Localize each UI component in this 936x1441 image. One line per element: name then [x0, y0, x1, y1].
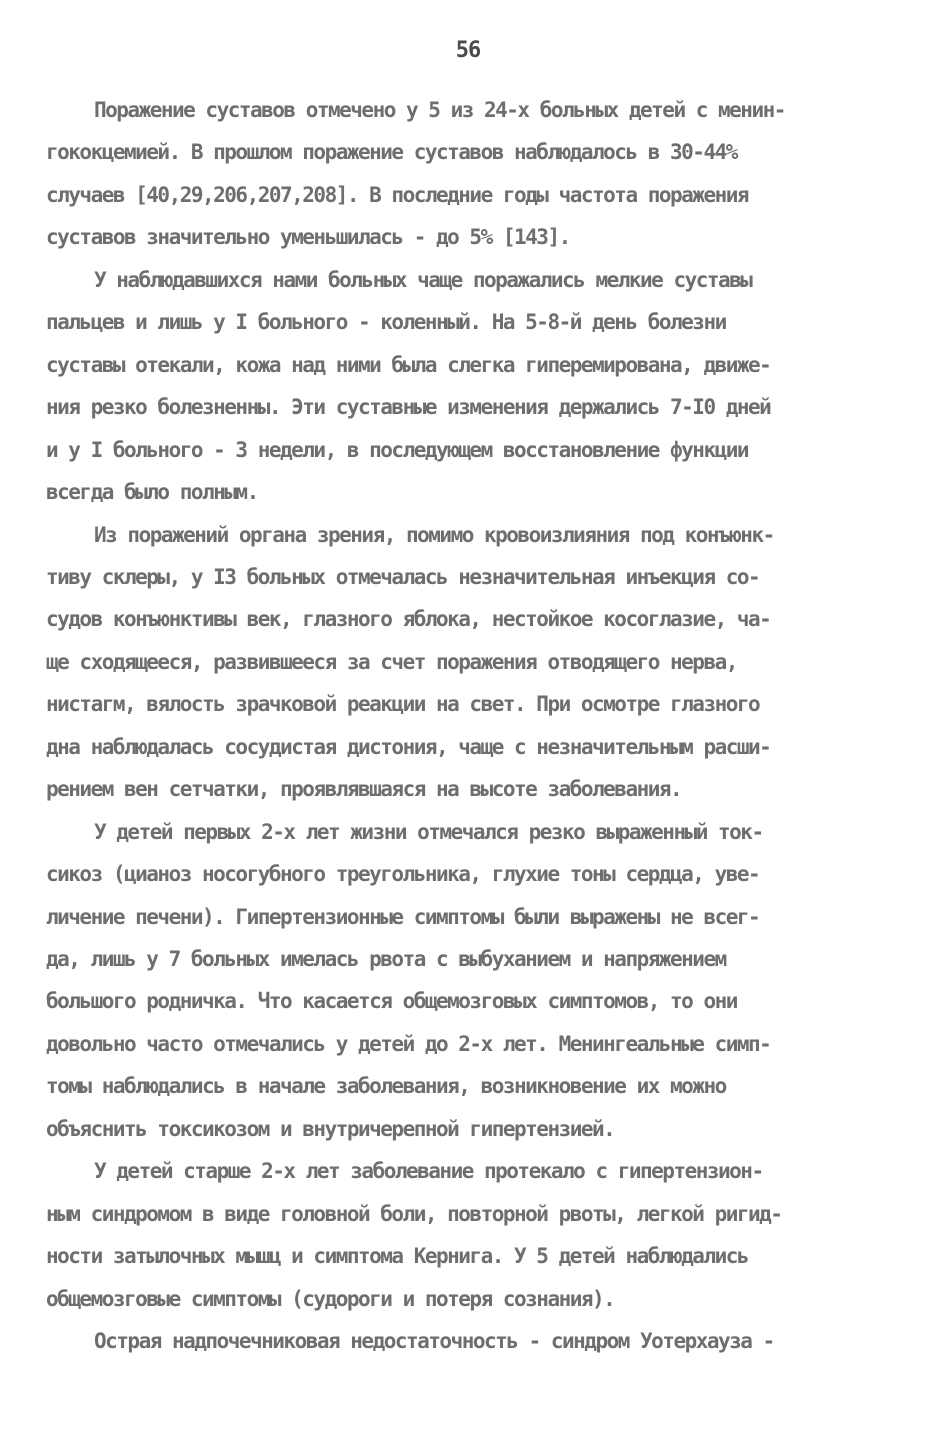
text-line: рением вен сетчатки, проявлявшаяся на высоте заболевания.	[46, 777, 682, 802]
paragraph-first-line: Острая надпочечниковая недостаточность - синдром Уотерхауза -	[94, 1329, 774, 1354]
paragraph-first-line: У детей первых 2-х лет жизни отмечался резко выраженный ток-	[94, 819, 763, 844]
text-line: суставов значительно уменьшилась - до 5% [143].	[46, 225, 570, 250]
text-line: дна наблюдалась сосудистая дистония, чаще с незначительным расши-	[46, 734, 771, 759]
text-line: томы наблюдались в начале заболевания, возникновение их можно	[46, 1074, 726, 1099]
text-line: ния резко болезненны. Эти суставные изменения держались 7-I0 дней	[46, 395, 771, 420]
text-line: тиву склеры, у I3 больных отмечалась незначительная инъекция со-	[46, 564, 760, 589]
text-line: ным синдромом в виде головной боли, повторной рвоты, легкой ригид-	[46, 1201, 782, 1226]
text-line: ще сходящееся, развившееся за счет поражения отводящего нерва,	[46, 649, 737, 674]
text-line: общемозговые симптомы (судороги и потеря сознания).	[46, 1286, 615, 1311]
text-line: ности затылочных мышц и симптома Кернига. У 5 детей наблюдались	[46, 1244, 749, 1269]
text-line: пальцев и лишь у I больного - коленный. На 5-8-й день болезни	[46, 310, 726, 335]
text-line: и у I больного - 3 недели, в последующем восстановление функции	[46, 437, 749, 462]
text-line: объяснить токсикозом и внутричерепной гипертензией.	[46, 1116, 615, 1141]
text-line: суставы отекали, кожа над ними была слегка гиперемирована, движе-	[46, 352, 771, 377]
text-line: случаев [40,29,206,207,208]. В последние годы частота поражения	[46, 182, 749, 207]
text-line: нистагм, вялость зрачковой реакции на свет. При осмотре глазного	[46, 692, 760, 717]
text-line: большого родничка. Что касается общемозговых симптомов, то они	[46, 989, 737, 1014]
paragraph-first-line: Поражение суставов отмечено у 5 из 24-х больных детей с менин-	[94, 98, 785, 122]
text-line: личение печени). Гипертензионные симптомы были выражены не всег-	[46, 904, 760, 929]
paragraph-first-line: Из поражений органа зрения, помимо кровоизлияния под конъюнк-	[94, 522, 774, 547]
paragraph-first-line: У наблюдавшихся нами больных чаще поражались мелкие суставы	[94, 267, 752, 292]
text-line: гококцемией. В прошлом поражение суставов наблюдалось в 30-44%	[46, 140, 737, 165]
text-line: сикоз (цианоз носогубного треугольника, глухие тоны сердца, уве-	[46, 862, 760, 887]
paragraph-first-line: У детей старше 2-х лет заболевание протекало с гипертензион-	[94, 1159, 763, 1184]
text-line: да, лишь у 7 больных имелась рвота с выбуханием и напряжением	[46, 947, 726, 971]
page-number: 56	[455, 38, 481, 63]
text-line: довольно часто отмечались у детей до 2-х лет. Менингеальные симп-	[46, 1031, 771, 1056]
text-line: судов конъюнктивы век, глазного яблока, нестойкое косоглазие, ча-	[46, 607, 771, 632]
text-line: всегда было полным.	[46, 480, 258, 505]
